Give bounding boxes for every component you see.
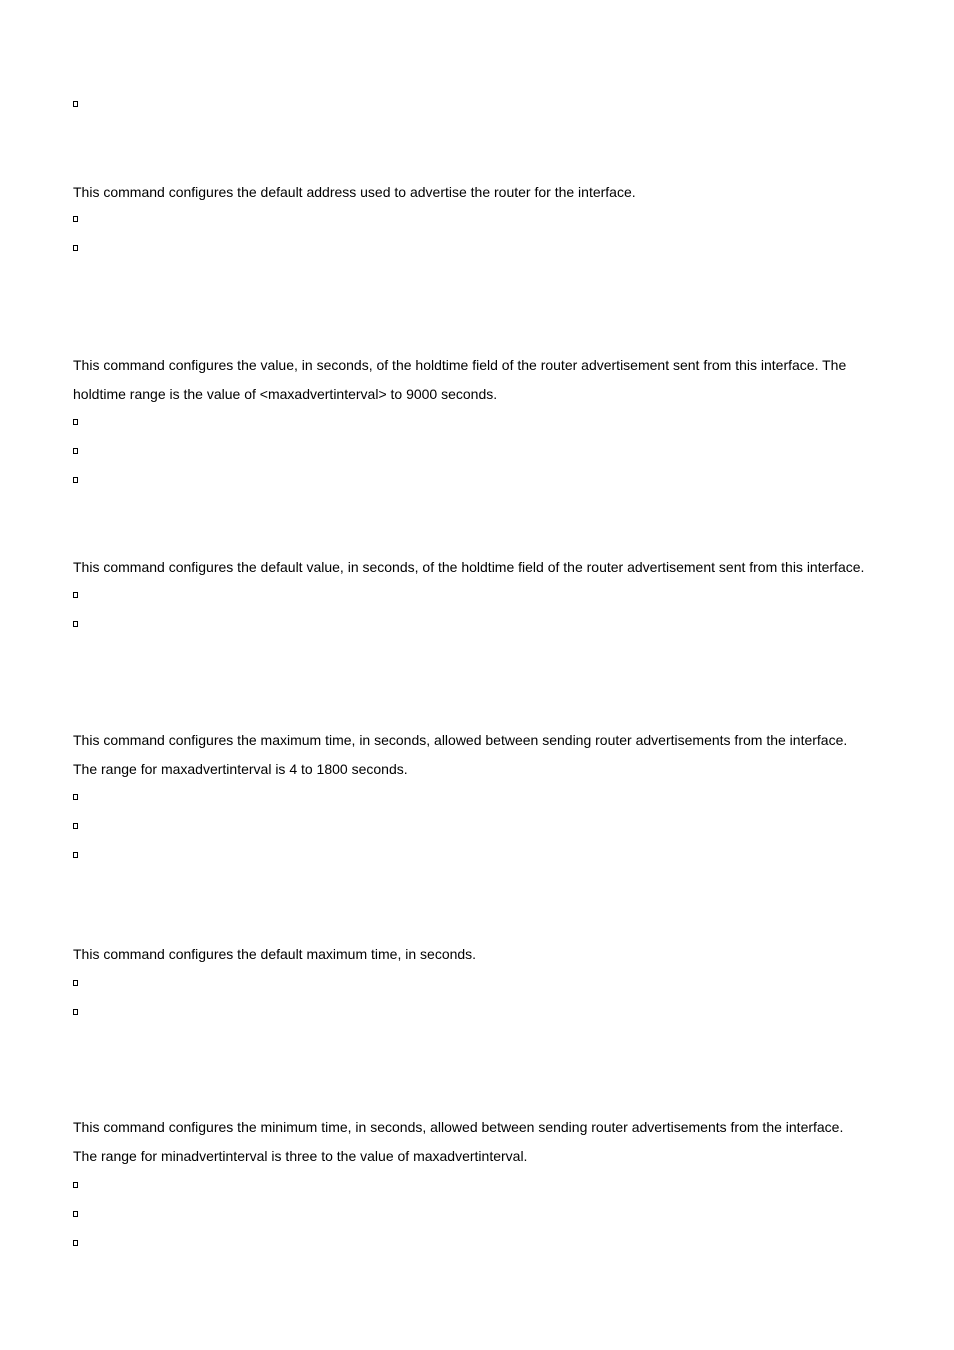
small-square-bullet-icon xyxy=(73,1182,78,1188)
paragraph-holdtime-line-2: holdtime range is the value of <maxadvertinterval> to 9000 seconds. xyxy=(73,386,498,402)
small-square-bullet-icon xyxy=(73,419,78,425)
paragraph-holdtime-line-1: This command configures the value, in seconds, of the holdtime field of the router advertisement sent from this interface. The xyxy=(73,357,847,373)
paragraph-default-address: This command configures the default address used to advertise the router for the interface. xyxy=(73,184,636,200)
small-square-bullet-icon xyxy=(73,1211,78,1217)
paragraph-default-maximum-time: This command configures the default maximum time, in seconds. xyxy=(73,946,477,962)
small-square-bullet-icon xyxy=(73,852,78,858)
small-square-bullet-icon xyxy=(73,621,78,627)
small-square-bullet-icon xyxy=(73,101,78,107)
paragraph-maxadvertinterval-line-2: The range for maxadvertinterval is 4 to 1800 seconds. xyxy=(73,761,408,777)
paragraph-maxadvertinterval-line-1: This command configures the maximum time, in seconds, allowed between sending router advertisements from the interface. xyxy=(73,732,848,748)
small-square-bullet-icon xyxy=(73,794,78,800)
small-square-bullet-icon xyxy=(73,245,78,251)
paragraph-minadvertinterval-line-1: This command configures the minimum time, in seconds, allowed between sending router advertisements from the interface. xyxy=(73,1119,844,1135)
small-square-bullet-icon xyxy=(73,980,78,986)
paragraph-minadvertinterval-line-2: The range for minadvertinterval is three to the value of maxadvertinterval. xyxy=(73,1148,528,1164)
paragraph-default-holdtime: This command configures the default value, in seconds, of the holdtime field of the router advertisement sent from this interface. xyxy=(73,559,865,575)
small-square-bullet-icon xyxy=(73,477,78,483)
small-square-bullet-icon xyxy=(73,592,78,598)
small-square-bullet-icon xyxy=(73,216,78,222)
small-square-bullet-icon xyxy=(73,448,78,454)
small-square-bullet-icon xyxy=(73,1240,78,1246)
small-square-bullet-icon xyxy=(73,1009,78,1015)
small-square-bullet-icon xyxy=(73,823,78,829)
